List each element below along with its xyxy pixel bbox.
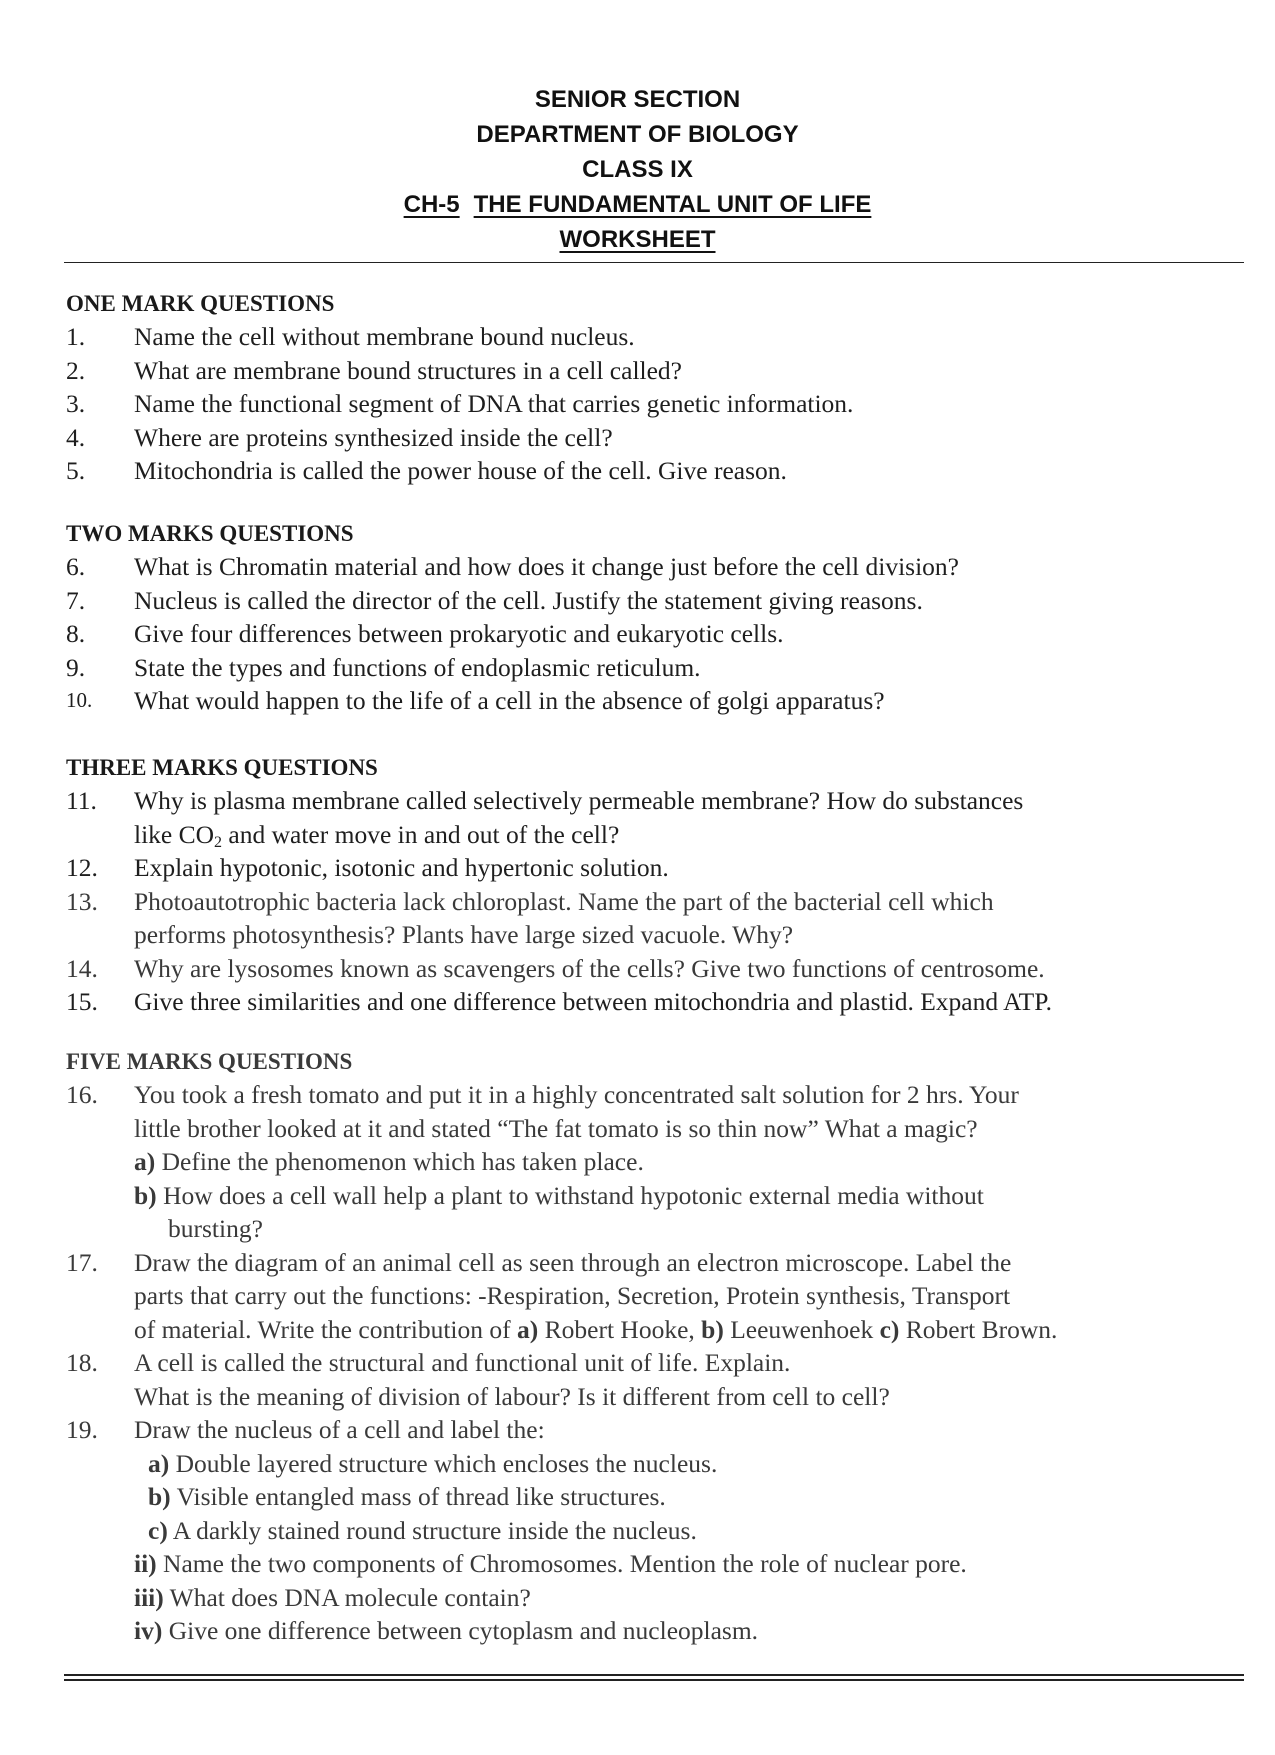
sub-label: a)	[134, 1147, 156, 1176]
question-item	[66, 985, 1241, 1019]
sub-label: iii)	[134, 1582, 164, 1612]
question-text-continued: little brother looked at it and stated “The fat tomato is so thin now” What a magic?	[134, 1113, 978, 1143]
sub-label: b)	[148, 1482, 171, 1511]
sub-label: a)	[148, 1448, 170, 1478]
question-number: 15.	[66, 987, 98, 1016]
sub-text-continued: bursting?	[168, 1214, 263, 1243]
chapter-name: THE FUNDAMENTAL UNIT OF LIFE	[473, 191, 872, 218]
subscript-2: 2	[214, 833, 223, 851]
chapter-title	[0, 187, 1275, 222]
sub-question-a	[134, 1447, 1241, 1481]
question-item	[66, 885, 1241, 952]
two-marks-section	[66, 518, 1241, 718]
question-text-continued: performs photosynthesis? Plants have large sized vacuole. Why?	[134, 920, 794, 949]
question-number: 8.	[66, 619, 86, 648]
question-number: 12.	[66, 853, 98, 882]
five-marks-section	[66, 1046, 1241, 1648]
sub-question-iii	[134, 1581, 1241, 1615]
question-number: 2.	[66, 355, 86, 385]
question-text-continued	[134, 1313, 1241, 1347]
three-marks-section	[66, 752, 1241, 1019]
question-number: 7.	[66, 585, 86, 615]
question-number: 3.	[66, 389, 86, 418]
footer-double-rule	[64, 1674, 1244, 1681]
sub-text: Define the phenomenon which has taken place.	[155, 1147, 644, 1176]
question-item	[66, 1413, 1241, 1648]
question-item	[66, 387, 1241, 421]
question-number: 9.	[66, 652, 86, 682]
question-item	[66, 584, 1241, 618]
question-text: Nucleus is called the director of the cell. Justify the statement giving reasons.	[134, 585, 923, 615]
sub-label: iv)	[134, 1616, 163, 1645]
question-text: Draw the nucleus of a cell and label the:	[134, 1415, 545, 1444]
sub-label: b)	[134, 1180, 157, 1210]
sub-text: What does DNA molecule contain?	[163, 1582, 531, 1612]
text-part: Robert Brown.	[899, 1314, 1058, 1344]
question-text: Explain hypotonic, isotonic and hypertonic solution.	[134, 853, 669, 882]
section-title: ONE MARK QUESTIONS	[66, 291, 335, 316]
sub-label: c)	[148, 1515, 168, 1545]
sub-text: A darkly stained round structure inside the nucleus.	[167, 1515, 697, 1545]
sub-label: b)	[701, 1314, 724, 1344]
question-item	[66, 851, 1241, 885]
question-item	[66, 651, 1241, 685]
question-number: 19.	[66, 1415, 98, 1444]
sub-label: ii)	[134, 1549, 157, 1578]
question-text-continued: What is the meaning of division of labour? Is it different from cell to cell?	[134, 1381, 890, 1411]
question-number: 1.	[66, 322, 86, 351]
text-part: Leeuwenhoek	[723, 1314, 880, 1344]
question-number: 14.	[66, 953, 98, 983]
question-item	[66, 1246, 1241, 1347]
question-number: 11.	[66, 786, 97, 815]
sub-question-iv	[134, 1614, 1241, 1648]
question-number: 5.	[66, 456, 86, 485]
text-part: Robert Hooke,	[538, 1314, 702, 1344]
chapter-number: CH-5	[403, 191, 460, 218]
question-text: You took a fresh tomato and put it in a highly concentrated salt solution for 2 hrs. Your	[134, 1080, 1019, 1109]
question-item	[66, 421, 1241, 455]
question-text: Draw the diagram of an animal cell as seen through an electron microscope. Label the	[134, 1247, 1012, 1277]
question-text: What would happen to the life of a cell in the absence of golgi apparatus?	[134, 686, 885, 715]
sub-text: Double layered structure which encloses the nucleus.	[169, 1448, 718, 1478]
question-number: 17.	[66, 1247, 98, 1277]
section-title: TWO MARKS QUESTIONS	[66, 521, 354, 546]
question-item	[66, 354, 1241, 388]
question-number: 4.	[66, 422, 86, 452]
sub-text: Name the two components of Chromosomes. Mention the role of nuclear pore.	[156, 1549, 967, 1578]
question-item	[66, 1346, 1241, 1413]
question-item	[66, 684, 1241, 718]
sub-question-a	[134, 1145, 1241, 1179]
section-title: THREE MARKS QUESTIONS	[66, 755, 378, 780]
sub-question-b	[134, 1179, 1241, 1213]
question-number: 13.	[66, 886, 98, 916]
worksheet-title: WORKSHEET	[559, 226, 716, 253]
question-item	[66, 784, 1241, 851]
question-text: Name the cell without membrane bound nucleus.	[134, 322, 635, 351]
question-text: Give four differences between prokaryotic and eukaryotic cells.	[134, 619, 784, 648]
question-item	[66, 617, 1241, 651]
question-item	[66, 320, 1241, 354]
question-text: Why are lysosomes known as scavengers of the cells? Give two functions of centrosome.	[134, 953, 1045, 983]
question-number: 6.	[66, 552, 86, 581]
sub-question-ii	[134, 1547, 1241, 1581]
question-text: Name the functional segment of DNA that carries genetic information.	[134, 389, 854, 418]
text-part: like CO	[134, 819, 215, 849]
question-text: Mitochondria is called the power house of the cell. Give reason.	[134, 456, 787, 485]
sub-text: How does a cell wall help a plant to withstand hypotonic external media without	[156, 1180, 984, 1210]
question-text: State the types and functions of endoplasmic reticulum.	[134, 652, 701, 682]
question-item	[66, 550, 1241, 584]
section-title: FIVE MARKS QUESTIONS	[66, 1049, 353, 1074]
sub-text: Visible entangled mass of thread like structures.	[170, 1482, 666, 1511]
question-item	[66, 952, 1241, 986]
worksheet-header	[0, 82, 1275, 257]
question-text: Photoautotrophic bacteria lack chloroplast. Name the part of the bacterial cell which	[134, 886, 994, 916]
sub-label: a)	[517, 1314, 539, 1344]
text-part: and water move in and out of the cell?	[222, 819, 620, 849]
question-text-continued: parts that carry out the functions: -Respiration, Secretion, Protein synthesis, Transport	[134, 1281, 1011, 1310]
question-text-continued	[134, 818, 1241, 852]
question-text: Where are proteins synthesized inside the cell?	[134, 422, 613, 452]
sub-question-b	[134, 1480, 1241, 1514]
question-number: 18.	[66, 1348, 98, 1377]
question-number: 16.	[66, 1080, 98, 1109]
text-part: of material. Write the contribution of	[134, 1314, 518, 1344]
question-text: A cell is called the structural and functional unit of life. Explain.	[134, 1348, 791, 1377]
question-text: Give three similarities and one difference between mitochondria and plastid. Expand ATP.	[134, 987, 1052, 1016]
header-divider	[64, 262, 1244, 263]
sub-text: Give one difference between cytoplasm and nucleoplasm.	[162, 1616, 759, 1645]
question-item	[66, 454, 1241, 488]
question-text: What is Chromatin material and how does it change just before the cell division?	[134, 552, 959, 581]
sub-question-c	[134, 1514, 1241, 1548]
class-title: CLASS IX	[582, 156, 693, 183]
school-section-title: SENIOR SECTION	[534, 86, 741, 113]
sub-label: c)	[879, 1314, 900, 1344]
question-text: Why is plasma membrane called selectively permeable membrane? How do substances	[134, 786, 1024, 815]
one-mark-section	[66, 288, 1241, 488]
department-title: DEPARTMENT OF BIOLOGY	[476, 121, 799, 148]
question-text: What are membrane bound structures in a cell called?	[134, 355, 683, 385]
question-number: 10.	[66, 688, 93, 712]
question-item	[66, 1078, 1241, 1246]
